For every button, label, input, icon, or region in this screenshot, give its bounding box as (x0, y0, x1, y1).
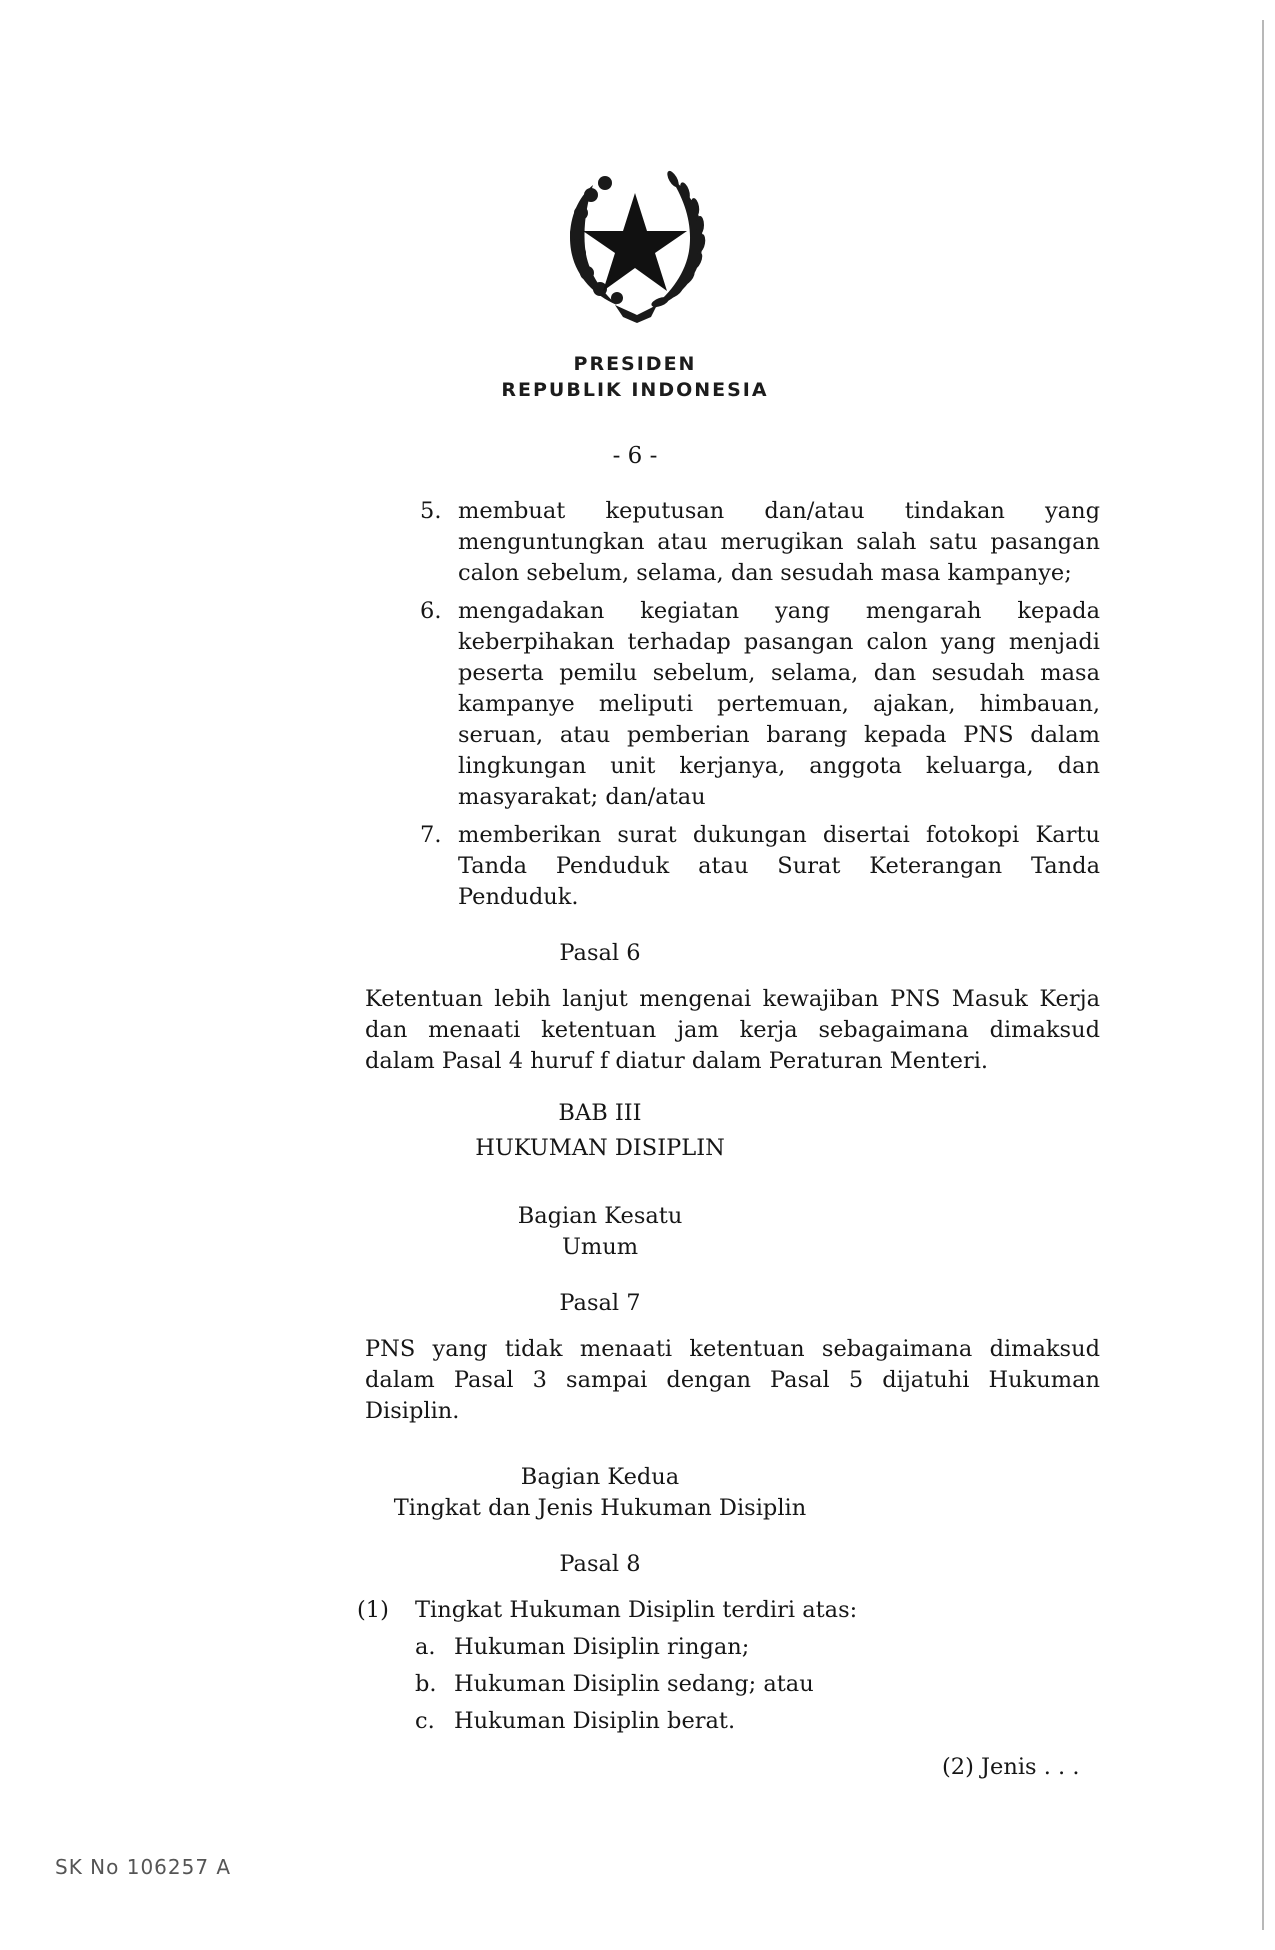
section-title: Tingkat dan Jenis Hukuman Disiplin (393, 1495, 807, 1521)
paragraph-line: Disiplin. (365, 1398, 460, 1424)
list-item-line: Tanda Penduduk atau Surat Keterangan Tanda (458, 853, 1100, 879)
sub-item-text: Hukuman Disiplin berat. (454, 1708, 736, 1734)
pasal-heading: Pasal 8 (559, 1551, 641, 1577)
sub-item-letter: c. (415, 1708, 435, 1734)
header-title-presiden: PRESIDEN (573, 353, 697, 375)
list-item-line: calon sebelum, selama, dan sesudah masa kampanye; (458, 560, 1072, 586)
pasal-heading: Pasal 6 (559, 940, 641, 966)
list-item-line: membuat keputusan dan/atau tindakan yang (458, 498, 1100, 524)
list-item-line: masyarakat; dan/atau (458, 784, 706, 810)
section-heading: Bagian Kesatu (517, 1203, 683, 1229)
list-item-line: seruan, atau pemberian barang kepada PNS dalam (458, 722, 1100, 748)
sub-item-letter: a. (415, 1634, 436, 1660)
section-heading: Bagian Kedua (520, 1464, 680, 1490)
list-item-line: peserta pemilu sebelum, selama, dan sesudah masa (458, 660, 1100, 686)
sub-item-text: Hukuman Disiplin ringan; (454, 1634, 750, 1660)
ayat-number: (1) (357, 1597, 389, 1623)
sub-item-text: Hukuman Disiplin sedang; atau (454, 1671, 814, 1697)
document-code: SK No 106257 A (55, 1855, 232, 1879)
continuation-text: (2) Jenis . . . (942, 1754, 1080, 1780)
list-item-line: memberikan surat dukungan disertai fotokopi Kartu (458, 822, 1100, 848)
list-item-line: menguntungkan atau merugikan salah satu pasangan (458, 529, 1100, 555)
page-number: - 6 - (612, 443, 658, 469)
list-item-line: mengadakan kegiatan yang mengarah kepada (458, 598, 1100, 624)
scan-edge-line (1262, 20, 1264, 1930)
ayat-text: Tingkat Hukuman Disiplin terdiri atas: (415, 1597, 858, 1623)
paragraph-line: dalam Pasal 4 huruf f diatur dalam Peraturan Menteri. (365, 1048, 989, 1074)
list-item-line: lingkungan unit kerjanya, anggota keluarga, dan (458, 753, 1100, 779)
chapter-title: HUKUMAN DISIPLIN (475, 1135, 725, 1161)
header-title-republik: REPUBLIK INDONESIA (501, 379, 769, 401)
sub-item-letter: b. (415, 1671, 437, 1697)
list-item-line: kampanye meliputi pertemuan, ajakan, himbauan, (458, 691, 1100, 717)
paragraph-line: dalam Pasal 3 sampai dengan Pasal 5 dijatuhi Hukuman (365, 1367, 1100, 1393)
chapter-number: BAB III (558, 1100, 642, 1126)
list-number: 5. (420, 498, 442, 524)
pasal-heading: Pasal 7 (559, 1290, 641, 1316)
presidential-seal-icon (545, 155, 725, 335)
paragraph-line: PNS yang tidak menaati ketentuan sebagaimana dimaksud (365, 1336, 1100, 1362)
section-title: Umum (561, 1234, 639, 1260)
list-item-line: Penduduk. (458, 884, 579, 910)
list-item-line: keberpihakan terhadap pasangan calon yang menjadi (458, 629, 1100, 655)
list-number: 7. (420, 822, 442, 848)
paragraph-line: dan menaati ketentuan jam kerja sebagaimana dimaksud (365, 1017, 1100, 1043)
paragraph-line: Ketentuan lebih lanjut mengenai kewajiban PNS Masuk Kerja (365, 986, 1100, 1012)
list-number: 6. (420, 598, 442, 624)
